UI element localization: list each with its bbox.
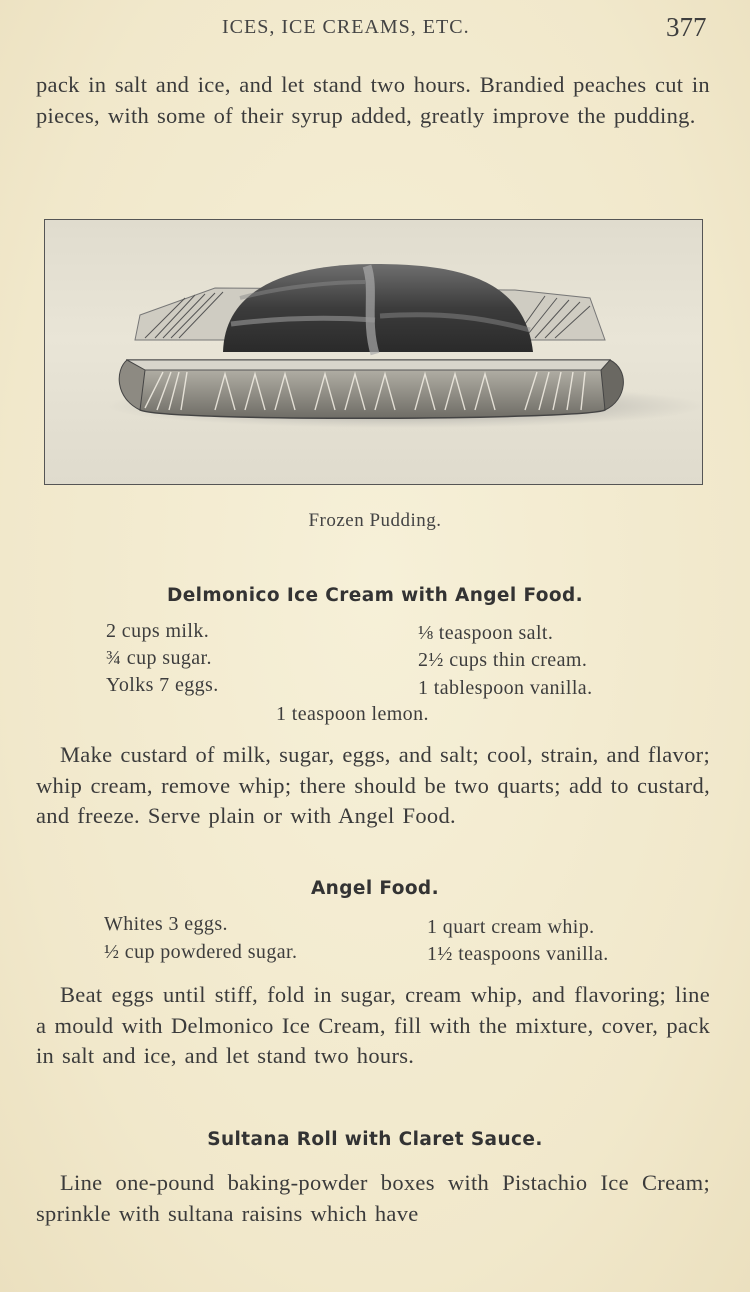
- pudding-dish-drawing: [45, 220, 701, 483]
- ingredient-item: 1 teaspoon lemon.: [276, 703, 429, 725]
- ingredient-item: 1 quart cream whip.: [427, 916, 595, 938]
- recipe-instructions-delmonico: Make custard of milk, sugar, eggs, and salt; cool, strain, and flavor; whip cream, remove whip; there should be two quarts; add to custard, and freeze. Serve plain or with Angel Food.: [36, 742, 710, 828]
- ingredient-item: ⅛ teaspoon salt.: [418, 622, 554, 644]
- figure-caption: Frozen Pudding.: [308, 510, 442, 531]
- frozen-pudding-illustration: [44, 219, 703, 485]
- ingredient-item: ½ cup powdered sugar.: [104, 941, 298, 963]
- ingredient-item: Yolks 7 eggs.: [106, 674, 219, 696]
- recipe-title-angel-food: Angel Food.: [310, 878, 440, 899]
- intro-paragraph: pack in salt and ice, and let stand two hours. Brandied peaches cut in pieces, with some of their syrup added, greatly improve the pudding.: [36, 72, 710, 128]
- ingredient-item: 2½ cups thin cream.: [418, 649, 588, 671]
- ingredient-item: 2 cups milk.: [106, 620, 210, 642]
- ingredient-item: 1½ teaspoons vanilla.: [427, 943, 609, 965]
- recipe-instructions-angel-food: Beat eggs until stiff, fold in sugar, cream whip, and flavoring; line a mould with Delmonico Ice Cream, fill with the mixture, cover, pack in salt and ice, and let stand two hours.: [36, 982, 710, 1068]
- running-head: ICES, ICE CREAMS, ETC.: [222, 16, 470, 38]
- page-number: 377: [666, 12, 707, 42]
- recipe-instructions-sultana-roll: Line one-pound baking-powder boxes with Pistachio Ice Cream; sprinkle with sultana raisins which have: [36, 1170, 710, 1226]
- ingredient-item: Whites 3 eggs.: [104, 913, 228, 935]
- ingredient-item: ¾ cup sugar.: [106, 647, 212, 669]
- recipe-title-sultana-roll: Sultana Roll with Claret Sauce.: [207, 1129, 543, 1150]
- recipe-title-delmonico: Delmonico Ice Cream with Angel Food.: [166, 585, 584, 606]
- ingredient-item: 1 tablespoon vanilla.: [418, 677, 593, 699]
